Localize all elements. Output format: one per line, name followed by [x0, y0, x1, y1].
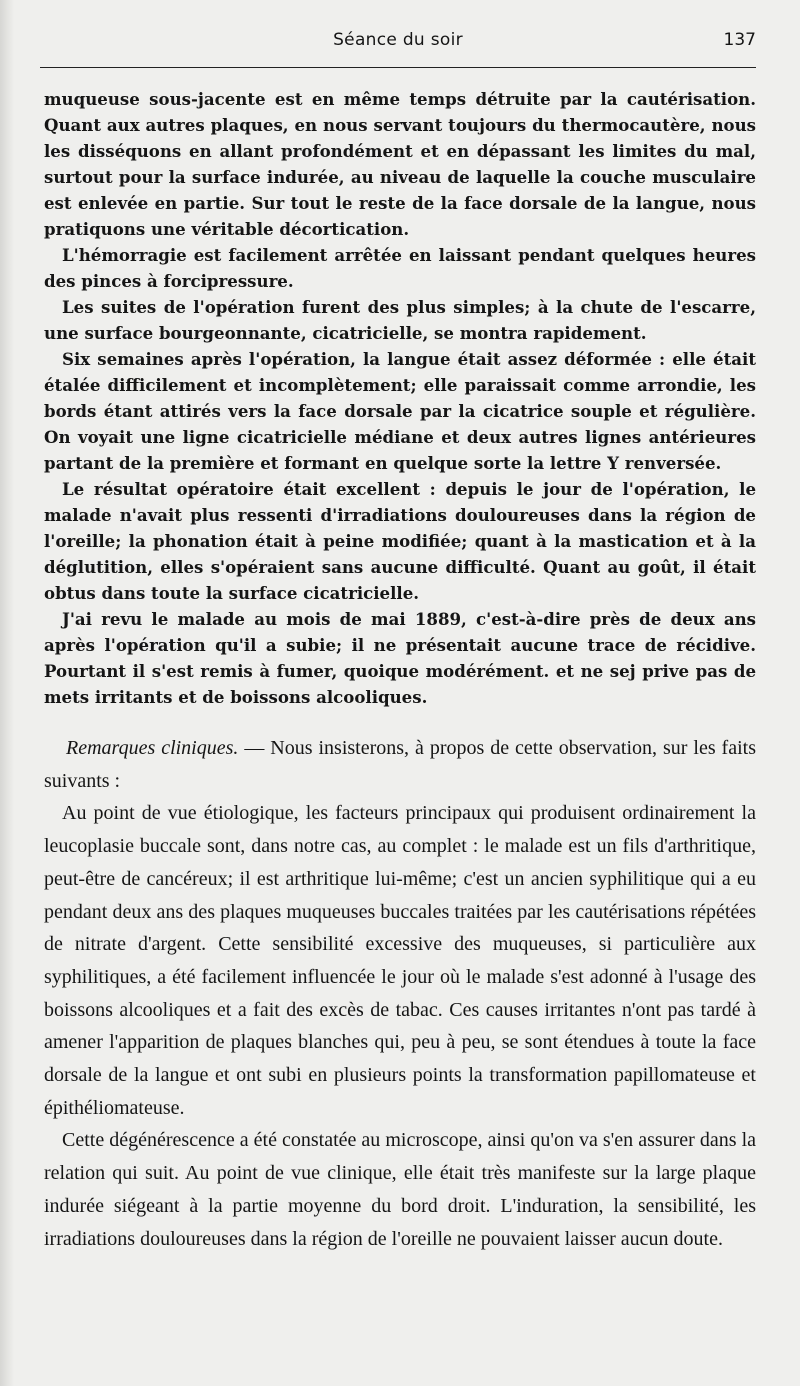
paragraph: muqueuse sous-jacente est en même temps détruite par la cautérisation. Quant aux autres plaques, en nous servant toujours du thermocautère, nous les disséquons en allant profondément et en dépassant les limites du mal, surtout pour la surface indurée, au niveau de laquelle la couche musculaire est enlevée en partie. Sur tout le reste de la face dorsale de la langue, nous pratiquons une véritable décortication. — [44, 89, 756, 239]
paragraph: Les suites de l'opération furent des plus simples; à la chute de l'escarre, une surface bourgeonnante, cicatricielle, se montra rapidement. — [44, 297, 756, 343]
remarks-intro — [44, 732, 756, 797]
paragraph: L'hémorragie est facilement arrêtée en laissant pendant quelques heures des pinces à forcipressure. — [44, 245, 756, 291]
page-header — [40, 30, 756, 66]
remarks-intro-text: — Nous insisterons, à propos de cette observation, sur les faits suivants : — [44, 737, 756, 792]
paragraph: Six semaines après l'opération, la langue était assez déformée : elle était étalée difficilement et incomplètement; elle paraissait comme arrondie, les bords étant attirés vers la face dorsale par la cicatrice souple et régulière. On voyait une ligne cicatricielle médiane et deux autres lignes antérieures partant de la première et formant en quelque sorte la lettre Y renversée. — [44, 349, 756, 473]
paragraph: Au point de vue étiologique, les facteurs principaux qui produisent ordinairement la leucoplasie buccale sont, dans notre cas, au complet : le malade est un fils d'arthritique, peut-être de cancéreux; il est arthritique lui-même; c'est un ancien syphilitique qui a eu pendant deux ans des plaques muqueuses buccales traitées par les cautérisations répétées de nitrate d'argent. Cette sensibilité excessive des muqueuses, si particulière aux syphilitiques, a été facilement influencée le jour où le malade s'est adonné à l'usage des boissons alcooliques et a fait des excès de tabac. Ces causes irritantes n'ont pas tardé à amener l'apparition de plaques blanches qui, peu à peu, se sont étendues à toute la face dorsale de la langue et ont subi en plusieurs points la transformation papillomateuse et épithéliomateuse. — [44, 802, 756, 1119]
page-number: 137 — [723, 30, 756, 50]
paragraph: J'ai revu le malade au mois de mai 1889, c'est-à-dire près de deux ans après l'opération qu'il a subie; il ne présentait aucune trace de récidive. Pourtant il s'est remis à fumer, quoique modérément. et ne sej prive pas de mets irritants et de boissons alcooliques. — [44, 609, 756, 707]
paragraph: Cette dégénérescence a été constatée au microscope, ainsi qu'on va s'en assurer dans la relation qui suit. Au point de vue clinique, elle était très manifeste sur la large plaque indurée siégeant à la partie moyenne du bord droit. L'induration, la sensibilité, les irradiations douloureuses dans la région de l'oreille ne pouvaient laisser aucun doute. — [44, 1129, 756, 1250]
clinical-remarks — [44, 732, 756, 1255]
remarks-heading: Remarques cliniques. — [66, 737, 239, 759]
header-rule — [40, 67, 756, 68]
observation-text — [44, 86, 756, 710]
running-title: Séance du soir — [333, 30, 463, 50]
page-edge-shadow — [0, 0, 14, 1386]
paragraph: Le résultat opératoire était excellent : depuis le jour de l'opération, le malade n'avait plus ressenti d'irradiations douloureuses dans la région de l'oreille; la phonation était à peine modifiée; quant à la mastication et à la déglutition, elles s'opéraient sans aucune difficulté. Quant au goût, il était obtus dans toute la surface cicatricielle. — [44, 479, 756, 603]
